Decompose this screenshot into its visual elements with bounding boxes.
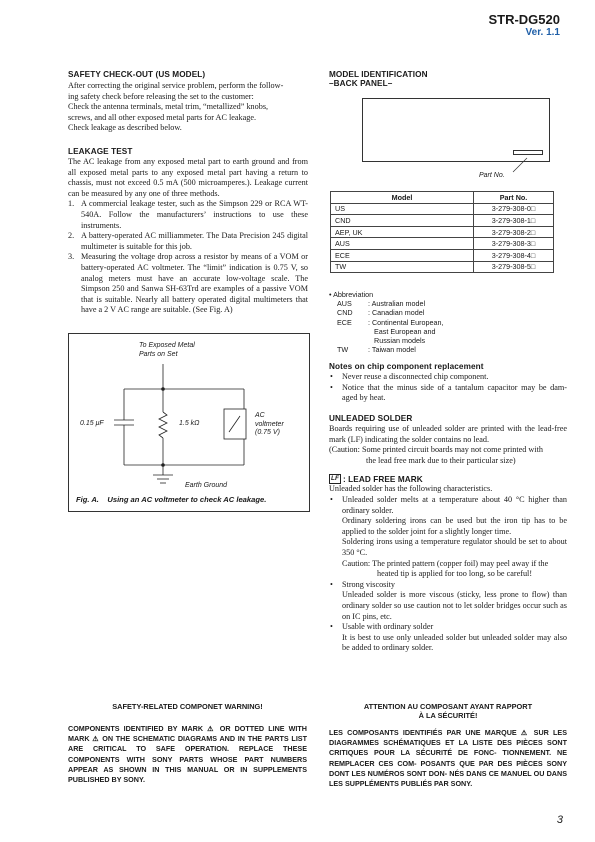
list-item: 1. A commercial leakage tester, such as the Simpson 229 or RCA WT-540A. Follow the manufacturers’ instructions to use these instruments.: [68, 199, 308, 230]
unleaded-caution-1: (Caution: Some printed circuit boards may not come printed with: [329, 445, 543, 455]
capacitor-label: 0.15 μF: [80, 420, 104, 427]
table-row: AUS 3-279-308-3□: [331, 238, 554, 250]
safety-checkout-line: After correcting the original service problem, perform the follow-: [68, 81, 284, 90]
warning-fr-text: LES COMPOSANTS IDENTIFIÉS PAR UNE MARQUE ⚠ SUR LES DIAGRAMMES SCHÉMATIQUES ET LA LISTE DES PIÈCES SONT CRITIQUES POUR LA SÉCURITÉ DE FONC- TIONNEMENT. NE REMPLACER CES COM- POSANTS QUE PAR DES PIÈCES SONY DONT LES NUMÉROS SONT DON- NÉS DANS CE MANUEL OU DANS LES SUPPLÉMENTS PUBLIÉS PAR SONY.: [329, 728, 567, 789]
lead-free-characteristics: [329, 495, 567, 654]
document-version: Ver. 1.1: [525, 27, 560, 38]
leakage-test-intro: The AC leakage from any exposed metal part to earth ground and from all exposed metal parts to any exposed metal part having a return to chassis, must not exceed 0.5 mA (500 microamperes.). Leakage current can be measured by any one of three methods.: [68, 157, 308, 198]
list-item: • Never reuse a disconnected chip component.: [329, 372, 567, 383]
figure-caption: Fig. A. Using an AC voltmeter to check AC leakage.: [76, 495, 267, 504]
safety-checkout-line: ing safety check before releasing the set to the customer:: [68, 91, 254, 101]
voltmeter-label: AC voltmeter (0.75 V): [255, 412, 284, 436]
resistor-label: 1.5 kΩ: [179, 420, 200, 427]
warning-fr-title-1: ATTENTION AU COMPOSANT AYANT RAPPORT: [363, 702, 533, 711]
abbreviation-item: CND : Canadian model: [337, 308, 425, 318]
unleaded-solder-section: [329, 414, 567, 654]
warning-en-text: COMPONENTS IDENTIFIED BY MARK ⚠ OR DOTTED LINE WITH MARK ⚠ ON THE SCHEMATIC DIAGRAMS AND IN THE PARTS LIST ARE CRITICAL TO SAFE OPERATION. REPLACE THESE COMPONENTS WITH SONY PARTS WHOSE PART NUMBERS APPEAR AS SHOWN IN THIS MANUAL OR IN SUPPLEMENTS PUBLISHED BY SONY.: [68, 724, 307, 785]
table-row: AEP, UK 3-279-308-2□: [331, 226, 554, 238]
warning-fr-title-2: À LA SÉCURITÉ!: [418, 711, 478, 720]
model-part-table: [330, 191, 554, 273]
safety-checkout-line: Check the antenna terminals, metal trim, “metallized” knobs,: [68, 102, 269, 112]
list-item: • Strong viscosity Unleaded solder is more viscous (sticky, less prone to flow) than ordinary solder so use caution not to let solder bridges occur such as on IC pins, etc.: [329, 580, 567, 622]
list-item: • Unleaded solder melts at a temperature about 40 °C higher than ordinary solder. Ordinary soldering irons can be used but the iron tip has to be applied to the solder joint for a slightly longer time. Soldering irons using a temperature regulator should be set to about 350 °C. Caution: The printed pattern (copper foil) may peel away if the heated tip is applied for too long, so be careful!: [329, 495, 567, 580]
model-id-section: [329, 70, 567, 88]
list-item: • Usable with ordinary solder It is best to use only unleaded solder but unleaded solder may also be added to ordinary solder.: [329, 622, 567, 654]
unleaded-solder-text: Boards requiring use of unleaded solder are printed with the lead-free mark (LF) indicating the solder contains no lead.: [329, 424, 567, 444]
list-item: 2. A battery-operated AC milliammeter. The Data Precision 245 digital multimeter is suitable for this job.: [68, 231, 308, 251]
unleaded-caution-2: the lead free mark due to their particular size): [366, 455, 516, 465]
abbreviation-item: East European and: [374, 326, 436, 336]
chip-notes-list: [329, 372, 567, 404]
safety-checkout-section: [68, 70, 308, 134]
leakage-test-section: [68, 147, 308, 316]
safety-checkout-line: Check leakage as described below.: [68, 123, 182, 133]
list-item: • Notice that the minus side of a tantalum capacitor may be dam- aged by heat.: [329, 383, 567, 404]
abbreviation-title: • Abbreviation: [329, 290, 374, 299]
chip-notes-title: Notes on chip component replacement: [329, 362, 484, 371]
table-header-part-no: Part No.: [474, 192, 554, 204]
safety-warning-french: [329, 702, 567, 789]
leakage-methods-list: [68, 199, 308, 316]
page-number: 3: [556, 814, 563, 826]
safety-checkout-text: [68, 81, 308, 134]
table-header-row: [331, 192, 554, 204]
earth-ground-label: Earth Ground: [185, 482, 228, 489]
table-row: US 3-279-308-0□: [331, 203, 554, 215]
safety-warning-english: [68, 702, 307, 785]
safety-checkout-title: SAFETY CHECK-OUT (US MODEL): [68, 70, 206, 79]
part-no-callout: Part No.: [479, 172, 505, 179]
abbreviation-item: AUS : Australian model: [337, 299, 426, 309]
list-item: 3. Measuring the voltage drop across a resistor by means of a VOM or battery-operated AC voltmeter. The “limit” indication is 0.75 V, so analog meters must have an accurate low-voltage scale. The Simpson 250 and Sanwa SH-63Trd are examples of a passive VOM that is suitable. Nearly all battery operated digital multimeters that have a 2 V AC range are suitable. (See Fig. A): [68, 252, 308, 315]
model-id-title: MODEL IDENTIFICATION: [329, 70, 428, 79]
warning-en-title: SAFETY-RELATED COMPONET WARNING!: [112, 702, 263, 711]
leakage-test-title: LEAKAGE TEST: [68, 147, 133, 156]
lead-free-intro: Unleaded solder has the following characteristics.: [329, 484, 493, 494]
document-model-number: STR-DG520: [488, 12, 560, 27]
abbreviation-section: [329, 290, 444, 354]
chip-notes-section: [329, 362, 567, 404]
table-row: TW 3-279-308-5□: [331, 261, 554, 273]
lead-free-mark-heading: [329, 474, 567, 484]
lead-free-mark-title: : LEAD FREE MARK: [342, 474, 423, 484]
lead-free-mark-icon: LF: [331, 475, 339, 483]
table-row: ECE 3-279-308-4□: [331, 249, 554, 261]
abbreviation-item: TW : Taiwan model: [337, 345, 416, 355]
safety-checkout-line: screws, and all other exposed metal parts for AC leakage.: [68, 112, 257, 122]
abbreviation-item: ECE : Continental European,: [337, 317, 444, 327]
unleaded-solder-title: UNLEADED SOLDER: [329, 414, 413, 423]
table-header-model: Model: [331, 192, 474, 204]
figure-label-top: To Exposed Metal Parts on Set: [139, 342, 195, 358]
table-row: CND 3-279-308-1□: [331, 215, 554, 227]
back-panel-title: –BACK PANEL–: [329, 79, 393, 88]
model-part-table-wrapper: [330, 191, 554, 273]
abbreviation-item: Russian models: [374, 336, 426, 346]
figure-a-box: [68, 333, 310, 512]
